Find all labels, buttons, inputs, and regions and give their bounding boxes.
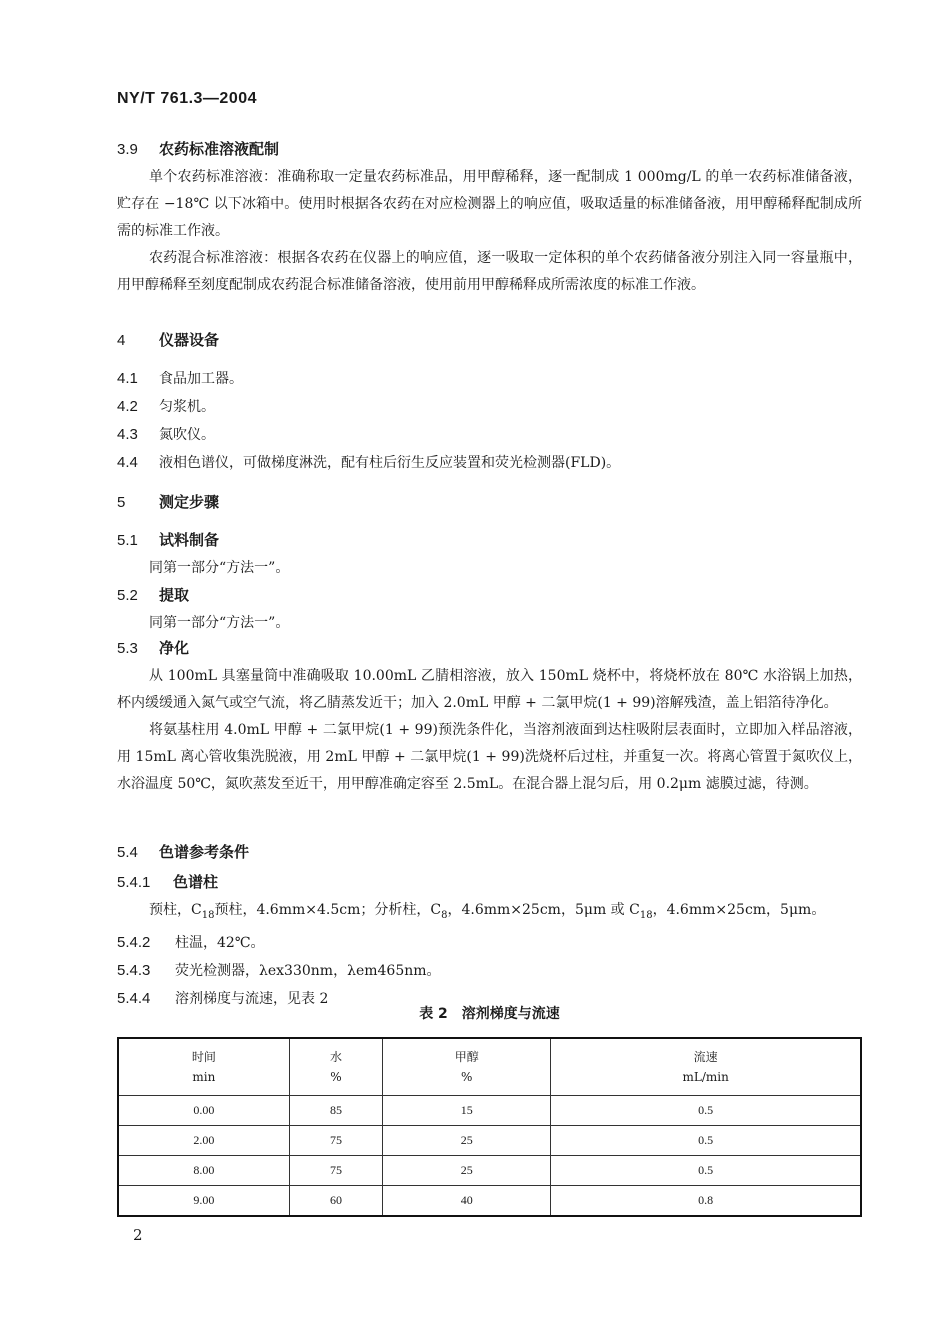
section-heading [117,580,862,610]
table-cell: 25 [383,1156,551,1186]
table-cell: 0.8 [551,1186,861,1217]
subscript: 8 [441,909,448,921]
item-number: 5.4.4 [117,989,151,1007]
column-spec [117,897,862,929]
column-header [551,1038,861,1096]
table-cell: 60 [289,1186,382,1217]
item-number: 4.2 [117,398,138,415]
header-label: 水 [329,1050,342,1064]
section-title: 测定步骤 [159,493,220,511]
text-run: 预柱，C [149,902,202,918]
header-unit: % [330,1070,342,1084]
table-cell: 75 [289,1156,382,1186]
list-item [117,393,862,421]
list-item [117,929,862,957]
table-cell: 0.5 [551,1096,861,1126]
section-5 [117,487,862,517]
column-header [118,1038,289,1096]
header-unit: % [461,1070,473,1084]
section-title: 农药标准溶液配制 [159,140,280,158]
section-3-9 [117,134,862,299]
table-cell: 25 [383,1126,551,1156]
list-item [117,421,862,449]
table-cell: 0.00 [118,1096,289,1126]
item-number: 4.4 [117,454,138,471]
table-row [118,1156,861,1186]
item-text: 溶剂梯度与流速，见表 2 [175,990,329,1007]
section-title: 提取 [159,586,190,604]
item-number: 4.3 [117,426,138,443]
section-heading [117,134,862,164]
list-item [117,449,862,477]
text-run: ，4.6mm×25cm，5μm。 [652,902,826,918]
item-text: 荧光检测器，λex330nm，λem465nm。 [175,962,441,979]
section-heading [117,633,862,663]
section-5-4 [117,837,862,1013]
table-row [118,1186,861,1217]
section-title: 仪器设备 [159,331,220,349]
section-number: 5.4.1 [117,874,151,891]
section-title: 色谱柱 [173,873,219,891]
table-cell: 85 [289,1096,382,1126]
item-number: 5.4.3 [117,961,151,979]
header-label: 流速 [693,1050,718,1064]
item-text: 食品加工器。 [159,371,243,387]
table-cell: 15 [383,1096,551,1126]
table-cell: 2.00 [118,1126,289,1156]
section-number: 5.3 [117,640,138,657]
header-label: 甲醇 [454,1050,479,1064]
table-cell: 0.5 [551,1126,861,1156]
paragraph: 同第一部分“方法一”。 [149,615,290,631]
table-cell: 8.00 [118,1156,289,1186]
section-number: 4 [117,332,126,349]
header-unit: min [192,1070,216,1084]
gradient-table [117,1037,862,1217]
subscript: 18 [639,909,653,921]
subscript: 18 [201,909,215,921]
item-number: 5.4.2 [117,933,151,951]
item-text: 液相色谱仪，可做梯度淋洗，配有柱后衍生反应装置和荧光检测器(FLD)。 [159,455,621,471]
item-number: 4.1 [117,370,138,387]
section-number: 3.9 [117,141,138,158]
table-cell: 40 [383,1186,551,1217]
section-title: 色谱参考条件 [159,843,250,861]
column-header [383,1038,551,1096]
column-header [289,1038,382,1096]
section-title: 试料制备 [159,531,220,549]
section-number: 5.2 [117,587,138,604]
table-cell: 0.5 [551,1156,861,1186]
section-heading [117,867,862,897]
section-5-3 [117,633,862,798]
header-unit: mL/min [682,1070,729,1084]
section-5-1 [117,525,862,582]
standard-code-header: NY/T 761.3—2004 [117,90,258,107]
paragraph: 同第一部分“方法一”。 [149,560,290,576]
section-heading [117,525,862,555]
list-item [117,365,862,393]
paragraph: 单个农药标准溶液：准确称取一定量农药标准品，用甲醇稀释，逐一配制成 1 000mg/L 的单一农药标准储备液，贮存在 −18℃ 以下冰箱中。使用时根据各农药在对应检测器上的响应值，吸取适量的标准储备液，用甲醇稀释配制成所需的标准工作液。 [117,169,862,239]
section-5-2 [117,580,862,637]
table-header-row [118,1038,861,1096]
table-row [118,1126,861,1156]
section-heading [117,837,862,867]
table-cell: 9.00 [118,1186,289,1217]
item-text: 氮吹仪。 [159,427,215,443]
table-cell: 75 [289,1126,382,1156]
text-run: ，4.6mm×25cm，5μm 或 C [447,902,640,918]
list-item [117,957,862,985]
header-label: 时间 [191,1050,216,1064]
section-number: 5.4 [117,844,138,861]
section-4 [117,325,862,355]
section-heading [117,487,862,517]
equipment-list [117,365,862,477]
section-heading [117,325,862,355]
paragraph: 农药混合标准溶液：根据各农药在仪器上的响应值，逐一吸取一定体积的单个农药储备液分别注入同一容量瓶中，用甲醇稀释至刻度配制成农药混合标准储备溶液，使用前用甲醇稀释成所需浓度的标准工作液。 [117,250,862,293]
paragraph: 从 100mL 具塞量筒中准确吸取 10.00mL 乙腈相溶液，放入 150mL 烧杯中，将烧杯放在 80℃ 水浴锅上加热，杯内缓缓通入氮气或空气流，将乙腈蒸发近干；加入 2.0mL 甲醇 + 二氯甲烷(1 + 99)溶解残渣，盖上铝箔待净化。 [117,668,862,711]
table-row [118,1096,861,1126]
section-title: 净化 [159,639,190,657]
section-number: 5.1 [117,532,138,549]
text-run: 预柱，4.6mm×4.5cm；分析柱，C [214,902,442,918]
section-number: 5 [117,494,126,511]
page-number: 2 [133,1226,143,1244]
item-text: 柱温，42℃。 [175,934,265,951]
paragraph: 将氨基柱用 4.0mL 甲醇 + 二氯甲烷(1 + 99)预洗条件化，当溶剂液面到达柱吸附层表面时，立即加入样品溶液，用 15mL 离心管收集洗脱液，用 2mL 甲醇 + 二氯甲烷(1 + 99)洗烧杯后过柱，并重复一次。将离心管置于氮吹仪上，水浴温度 50℃，氮吹蒸发至近干，用甲醇准确定容至 2.5mL。在混合器上混匀后，用 0.2μm 滤膜过滤，待测。 [117,722,862,792]
item-text: 匀浆机。 [159,399,215,415]
table-caption: 表 2 溶剂梯度与流速 [419,1006,560,1022]
